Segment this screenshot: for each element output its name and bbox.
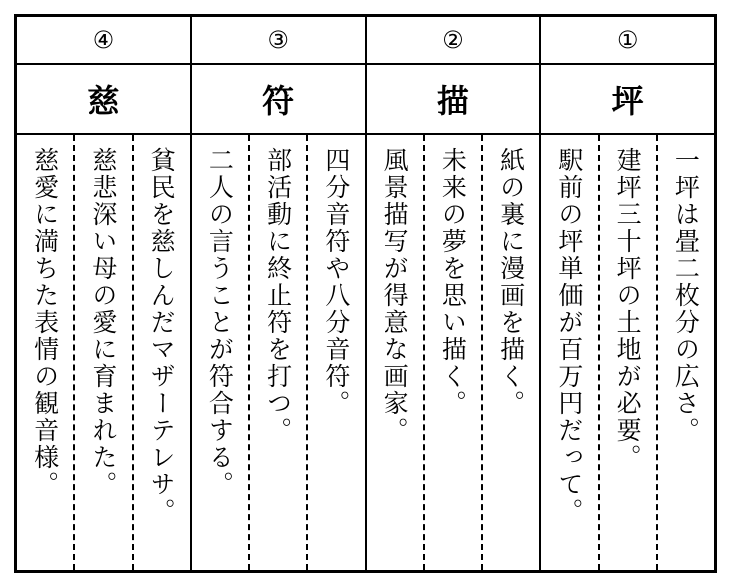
sentence-line (481, 135, 539, 570)
sentence-line (17, 135, 73, 570)
example-sentences (367, 135, 540, 570)
kanji-heading: 慈 (17, 65, 190, 135)
sentence-line (367, 135, 423, 570)
column-number: ① (541, 17, 714, 65)
example-sentence: 四分音符や八分音符。 (321, 147, 351, 417)
example-sentence: 駅前の坪単価が百万円だって。 (554, 147, 584, 525)
example-sentence: 二人の言うことが符合する。 (205, 147, 235, 498)
example-sentence: 慈悲深い母の愛に育まれた。 (88, 147, 118, 498)
kanji-column (17, 17, 190, 570)
example-sentence: 貧民を慈しんだマザーテレサ。 (147, 147, 177, 525)
example-sentences (17, 135, 190, 570)
example-sentence: 未来の夢を思い描く。 (438, 147, 468, 417)
example-sentences (541, 135, 714, 570)
example-sentence: 風景描写が得意な画家。 (380, 147, 410, 444)
column-number: ④ (17, 17, 190, 65)
kanji-column (539, 17, 714, 570)
sentence-line (656, 135, 714, 570)
kanji-column (365, 17, 540, 570)
sentence-line (306, 135, 364, 570)
example-sentence: 建坪三十坪の土地が必要。 (613, 147, 643, 471)
example-sentence: 慈愛に満ちた表情の観音様。 (30, 147, 60, 498)
sentence-line (192, 135, 248, 570)
sentence-line (541, 135, 597, 570)
kanji-heading: 描 (367, 65, 540, 135)
example-sentence: 紙の裏に漫画を描く。 (496, 147, 526, 417)
kanji-heading: 符 (192, 65, 365, 135)
kanji-heading: 坪 (541, 65, 714, 135)
sentence-line (423, 135, 481, 570)
sentence-line (248, 135, 306, 570)
kanji-practice-sheet (14, 14, 717, 573)
column-number: ③ (192, 17, 365, 65)
column-number: ② (367, 17, 540, 65)
example-sentence: 一坪は畳二枚分の広さ。 (671, 147, 701, 444)
sentence-line (73, 135, 131, 570)
example-sentence: 部活動に終止符を打つ。 (263, 147, 293, 444)
kanji-column (190, 17, 365, 570)
sentence-line (598, 135, 656, 570)
example-sentences (192, 135, 365, 570)
sentence-line (132, 135, 190, 570)
